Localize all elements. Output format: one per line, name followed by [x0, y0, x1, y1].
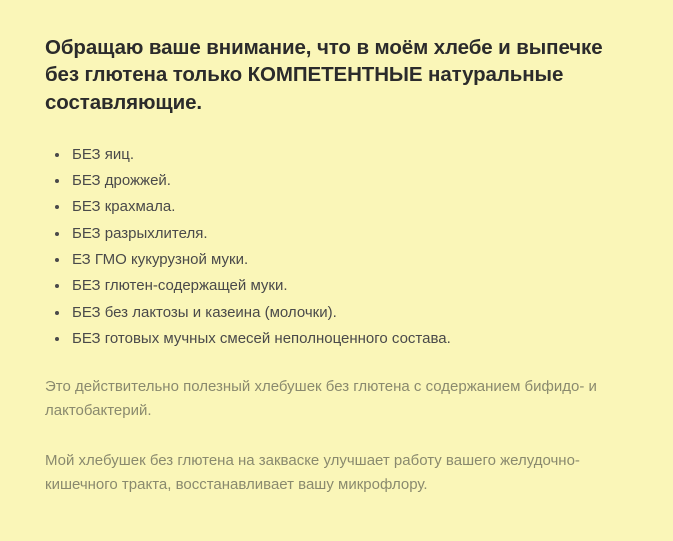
body-paragraph-digestion: Мой хлебушек без глютена на закваске улучшает работу вашего желудочно-кишечного тракта, восстанавливает вашу микрофлору.	[45, 451, 580, 493]
list-item: БЕЗ готовых мучных смесей неполноценного состава.	[45, 328, 628, 351]
ingredients-exclusion-list	[45, 144, 628, 351]
page-title: Обращаю ваше внимание, что в моём хлебе и выпечке без глютена только КОМПЕТЕНТНЫЕ натуральные составляющие.	[45, 36, 603, 114]
list-item: БЕЗ яиц.	[45, 144, 628, 167]
list-item: БЕЗ крахмала.	[45, 196, 628, 219]
list-item: БЕЗ разрыхлителя.	[45, 223, 628, 246]
list-item: БЕЗ глютен-содержащей муки.	[45, 275, 628, 298]
body-paragraph-benefits: Это действительно полезный хлебушек без глютена с содержанием бифидо- и лактобактерий.	[45, 377, 597, 419]
list-item: ЕЗ ГМО кукурузной муки.	[45, 249, 628, 272]
list-item: БЕЗ дрожжей.	[45, 170, 628, 193]
list-item: БЕЗ без лактозы и казеина (молочки).	[45, 302, 628, 325]
